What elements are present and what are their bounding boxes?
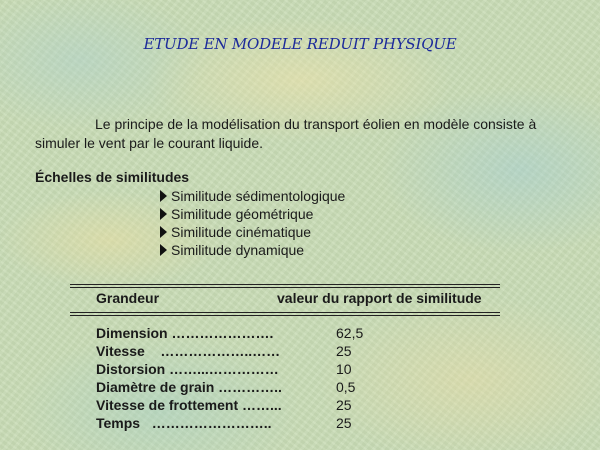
list-item [160,187,345,205]
scales-heading: Échelles de similitudes [35,169,190,185]
row-value: 62,5 [336,325,364,341]
row-label: Dimension …………………. [96,325,274,341]
scale-label: Similitude dynamique [171,242,305,258]
list-item [160,223,345,241]
table-row [96,360,386,378]
table-row [96,378,386,396]
row-value: 0,5 [336,379,356,395]
row-label: Temps …………………….. [96,415,272,431]
scale-label: Similitude sédimentologique [171,188,346,204]
column-header-ratio: valeur du rapport de similitude [277,290,482,306]
row-label: Vitesse ………………..…… [96,343,281,359]
list-item [160,241,345,259]
triangle-right-icon [160,208,167,220]
table-body [96,324,386,432]
triangle-right-icon [160,244,167,256]
scale-label: Similitude cinématique [171,224,312,240]
intro-paragraph: Le principe de la modélisation du transport éolien en modèle consiste à simuler le vent par le courant liquide. [35,116,537,151]
row-value: 25 [336,415,352,431]
row-value: 10 [336,361,352,377]
table-row [96,342,386,360]
table-header-rule-inner [70,315,500,316]
table-header-rule [70,312,500,313]
row-value: 25 [336,397,352,413]
row-label: Distorsion ……...…………… [96,361,279,377]
list-item [160,205,345,223]
row-label: Vitesse de frottement ……... [96,397,282,413]
scales-list [160,187,345,259]
row-label: Diamètre de grain ………….. [96,379,282,395]
row-value: 25 [336,343,352,359]
table-row [96,396,386,414]
column-header-quantity: Grandeur [96,290,160,306]
slide-title: ETUDE EN MODELE REDUIT PHYSIQUE [143,35,457,53]
table-top-rule [70,284,500,285]
triangle-right-icon [160,226,167,238]
table-row [96,324,386,342]
scale-label: Similitude géométrique [171,206,314,222]
table-top-rule-inner [70,287,500,288]
triangle-right-icon [160,190,167,202]
table-row [96,414,386,432]
